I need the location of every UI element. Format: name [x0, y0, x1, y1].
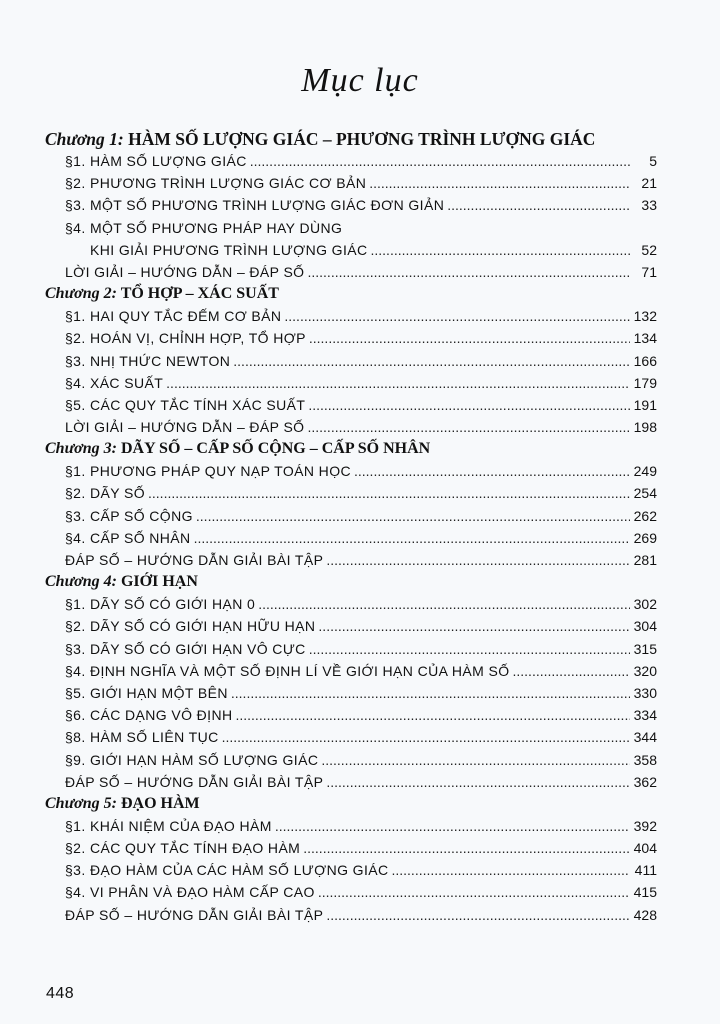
entry-title: ĐÁP SỐ – HƯỚNG DẪN GIẢI BÀI TẬP: [65, 773, 324, 790]
page-number: 334: [633, 707, 657, 724]
dot-leader: [309, 327, 630, 349]
dot-leader: [326, 904, 630, 926]
chapter-title: DÃY SỐ – CẤP SỐ CỘNG – CẤP SỐ NHÂN: [120, 440, 431, 458]
toc-entry[interactable]: [45, 815, 657, 837]
page-number: 362: [633, 773, 657, 790]
toc-entry[interactable]: [45, 239, 657, 261]
page-number: 132: [633, 308, 657, 325]
page-number: 344: [633, 729, 657, 746]
chapter-title: GIỚI HẠN: [120, 573, 198, 591]
chapter-label: Chương 1:: [45, 129, 124, 149]
entry-title: §2. DÃY SỐ: [65, 485, 146, 502]
toc-entry[interactable]: [45, 261, 657, 283]
page-number: 302: [633, 596, 657, 613]
page-number: 269: [633, 529, 657, 546]
page-number: 134: [633, 330, 657, 347]
chapter-label: Chương 3:: [45, 440, 117, 458]
dot-leader: [318, 881, 630, 903]
chapter-label: Chương 2:: [45, 285, 117, 303]
page-number: 71: [641, 263, 657, 280]
toc-entry[interactable]: [45, 416, 657, 438]
entry-title: ĐÁP SỐ – HƯỚNG DẪN GIẢI BÀI TẬP: [65, 552, 324, 568]
entry-title: §4. MỘT SỐ PHƯƠNG PHÁP HAY DÙNG: [65, 219, 343, 236]
dot-leader: [250, 150, 630, 172]
entry-title: KHI GIẢI PHƯƠNG TRÌNH LƯỢNG GIÁC: [90, 241, 368, 258]
entry-title: §2. HOÁN VỊ, CHỈNH HỢP, TỔ HỢP: [65, 330, 306, 347]
page-number: 428: [633, 906, 657, 923]
toc-entry[interactable]: [45, 150, 657, 172]
toc-entry[interactable]: [45, 172, 657, 194]
toc-entry[interactable]: [45, 593, 657, 615]
page-number: 198: [633, 419, 657, 436]
dot-leader: [369, 172, 630, 194]
dot-leader: [326, 771, 630, 793]
page-number: 411: [634, 862, 657, 879]
chapter-title: HÀM SỐ LƯỢNG GIÁC – PHƯƠNG TRÌNH LƯỢNG GIÁC: [128, 129, 596, 149]
toc-entry[interactable]: [45, 837, 657, 859]
entry-title: §8. HÀM SỐ LIÊN TỤC: [65, 729, 219, 746]
chapter-heading[interactable]: [45, 128, 657, 150]
chapter-title: ĐẠO HÀM: [120, 794, 200, 812]
toc-entry[interactable]: [45, 638, 657, 660]
entry-title: §1. DÃY SỐ CÓ GIỚI HẠN 0: [65, 596, 256, 613]
toc-entry[interactable]: [45, 549, 657, 571]
entry-title: §9. GIỚI HẠN HÀM SỐ LƯỢNG GIÁC: [65, 751, 319, 768]
toc-entry[interactable]: [45, 505, 657, 527]
dot-leader: [303, 837, 630, 859]
dot-leader: [233, 350, 630, 372]
entry-title: §6. CÁC DẠNG VÔ ĐỊNH: [65, 707, 233, 724]
chapter-heading[interactable]: [45, 571, 657, 593]
page-number: 315: [633, 640, 657, 657]
page-number: 21: [641, 175, 657, 192]
page-number: 166: [633, 352, 657, 369]
toc-entry[interactable]: [45, 660, 657, 682]
dot-leader: [513, 660, 631, 682]
entry-title: §1. PHƯƠNG PHÁP QUY NẠP TOÁN HỌC: [65, 463, 351, 480]
dot-leader: [307, 261, 630, 283]
entry-title: §4. ĐỊNH NGHĨA VÀ MỘT SỐ ĐỊNH LÍ VỀ GIỚI HẠN CỦA HÀM SỐ: [65, 662, 510, 679]
entry-title: §4. VI PHÂN VÀ ĐẠO HÀM CẤP CAO: [65, 884, 315, 901]
page-number: 179: [633, 374, 657, 391]
page-number: 358: [633, 751, 657, 768]
dot-leader: [371, 239, 631, 261]
page-number: 52: [641, 241, 657, 258]
toc-entry[interactable]: [45, 726, 657, 748]
entry-title: §4. CẤP SỐ NHÂN: [65, 529, 191, 546]
entry-title: LỜI GIẢI – HƯỚNG DẪN – ĐÁP SỐ: [65, 263, 305, 280]
dot-leader: [308, 394, 630, 416]
toc-entry[interactable]: [45, 704, 657, 726]
page-number: 249: [633, 463, 657, 480]
dot-leader: [222, 726, 630, 748]
dot-leader: [275, 815, 630, 837]
entry-title: §3. NHỊ THỨC NEWTON: [65, 352, 231, 369]
toc-entry[interactable]: [45, 859, 657, 881]
toc-entry[interactable]: [45, 881, 657, 903]
dot-leader: [194, 527, 630, 549]
dot-leader: [148, 482, 630, 504]
page-title: Mục lục: [301, 62, 419, 99]
page-folio: 448: [46, 985, 75, 1002]
dot-leader: [326, 549, 630, 571]
entry-title: §2. CÁC QUY TẮC TÍNH ĐẠO HÀM: [65, 840, 301, 857]
chapter-title: TỔ HỢP – XÁC SUẤT: [120, 285, 279, 303]
dot-leader: [318, 615, 630, 637]
entry-title: §3. ĐẠO HÀM CỦA CÁC HÀM SỐ LƯỢNG GIÁC: [65, 862, 389, 879]
entry-title: §2. PHƯƠNG TRÌNH LƯỢNG GIÁC CƠ BẢN: [65, 175, 367, 192]
toc-entry[interactable]: [45, 527, 657, 549]
page-number: 254: [633, 485, 657, 502]
toc-entry[interactable]: [45, 305, 657, 327]
dot-leader: [321, 749, 630, 771]
entry-title: §3. MỘT SỐ PHƯƠNG TRÌNH LƯỢNG GIÁC ĐƠN GIẢN: [65, 197, 445, 214]
toc-entry[interactable]: [45, 904, 657, 926]
entry-title: §3. DÃY SỐ CÓ GIỚI HẠN VÔ CỰC: [65, 640, 306, 657]
entry-title: §4. XÁC SUẤT: [65, 374, 164, 391]
toc-entry[interactable]: [45, 749, 657, 771]
toc-entry[interactable]: [45, 615, 657, 637]
entry-title: §5. CÁC QUY TẮC TÍNH XÁC SUẤT: [65, 396, 306, 413]
toc-entry[interactable]: [45, 372, 657, 394]
entry-title: LỜI GIẢI – HƯỚNG DẪN – ĐÁP SỐ: [65, 419, 305, 436]
entry-title: §1. HÀM SỐ LƯỢNG GIÁC: [65, 153, 247, 169]
table-of-contents: [45, 128, 657, 926]
page-number: 33: [641, 197, 657, 214]
dot-leader: [447, 194, 630, 216]
chapter-heading[interactable]: [45, 793, 657, 815]
dot-leader: [307, 416, 630, 438]
dot-leader: [391, 859, 630, 881]
page-number: 191: [633, 396, 657, 413]
toc-entry[interactable]: [45, 682, 657, 704]
entry-title: §3. CẤP SỐ CỘNG: [65, 507, 193, 524]
page-number: 281: [633, 552, 657, 568]
page-number: 320: [633, 662, 657, 679]
chapter-heading[interactable]: [45, 283, 657, 305]
entry-title: §2. DÃY SỐ CÓ GIỚI HẠN HỮU HẠN: [65, 618, 316, 635]
toc-entry[interactable]: [45, 771, 657, 793]
page-number: 5: [649, 153, 657, 169]
chapter-label: Chương 5:: [45, 794, 117, 812]
dot-leader: [166, 372, 630, 394]
chapter-heading[interactable]: [45, 438, 657, 460]
entry-title: §1. HAI QUY TẮC ĐẾM CƠ BẢN: [65, 308, 282, 325]
entry-title: ĐÁP SỐ – HƯỚNG DẪN GIẢI BÀI TẬP: [65, 906, 324, 923]
dot-leader: [284, 305, 630, 327]
toc-entry[interactable]: [45, 394, 657, 416]
dot-leader: [354, 460, 630, 482]
toc-entry[interactable]: [45, 460, 657, 482]
dot-leader: [309, 638, 630, 660]
toc-entry[interactable]: [45, 350, 657, 372]
page-number: 330: [633, 684, 657, 701]
page-number: 304: [633, 618, 657, 635]
toc-entry[interactable]: [45, 217, 657, 239]
chapter-label: Chương 4:: [45, 573, 117, 591]
entry-title: §5. GIỚI HẠN MỘT BÊN: [65, 684, 228, 701]
page-number: 415: [633, 884, 657, 901]
toc-entry[interactable]: [45, 482, 657, 504]
toc-entry[interactable]: [45, 327, 657, 349]
page-number: 404: [633, 840, 657, 857]
page-number: 262: [633, 507, 657, 524]
page-number: 392: [633, 817, 657, 834]
toc-entry[interactable]: [45, 194, 657, 216]
dot-leader: [258, 593, 630, 615]
dot-leader: [196, 505, 630, 527]
entry-title: §1. KHÁI NIỆM CỦA ĐẠO HÀM: [65, 817, 272, 834]
dot-leader: [231, 682, 630, 704]
dot-leader: [235, 704, 630, 726]
